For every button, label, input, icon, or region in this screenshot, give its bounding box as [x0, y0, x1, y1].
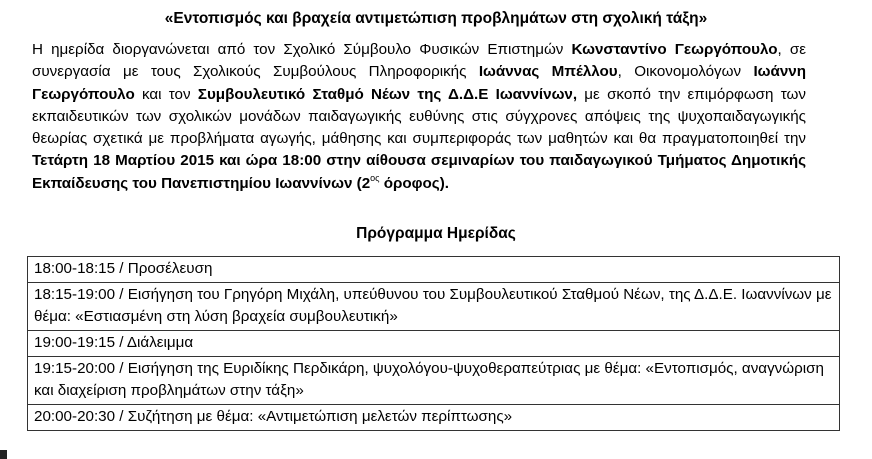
table-row	[28, 357, 840, 405]
intro-text: και τον	[134, 85, 198, 103]
table-row	[28, 283, 840, 331]
intro-bold-organization: Συμβουλευτικό Σταθμό Νέων της Δ.Δ.Ε Ιωαννίνων,	[197, 85, 578, 103]
schedule-item: 19:15-20:00 / Εισήγηση της Ευριδίκης Περδικάρη, ψυχολόγου-ψυχοθεραπεύτριας με θέμα: «Εντοπισμός, αναγνώριση και διαχείριση προβλημάτων στην τάξη»	[28, 357, 840, 405]
intro-text: με σκοπό την επιμόρφωση των εκπαιδευτικών των σχολικών μονάδων παιδαγωγικής ευθύνης στις σύγχρονες απόψεις της ψυχοπαιδαγωγικής θεωρίας σχετικά με προβλήματα αγωγής, μάθησης και συμπεριφοράς των μαθητών και θα πραγματοποιηθεί την	[32, 85, 806, 148]
table-row	[28, 405, 840, 431]
intro-text: Η ημερίδα διοργανώνεται από τον Σχολικό Σύμβουλο Φυσικών Επιστημών	[32, 41, 572, 58]
schedule-item: 18:00-18:15 / Προσέλευση	[28, 257, 840, 283]
program-title: Πρόγραμμα Ημερίδας	[356, 225, 516, 242]
intro-paragraph	[32, 39, 806, 195]
intro-text: , Οικονομολόγων	[617, 63, 754, 81]
table-row	[28, 257, 840, 283]
table-row	[28, 331, 840, 357]
schedule-table	[27, 256, 840, 431]
floor-superscript: ος	[370, 172, 380, 183]
schedule-item: 20:00-20:30 / Συζήτηση με θέμα: «Αντιμετώπιση μελετών περίπτωσης»	[28, 405, 840, 431]
intro-bold-floor: όροφος).	[379, 174, 449, 192]
corner-mark	[0, 450, 7, 459]
intro-bold-name: Ιωάννας Μπέλλου	[478, 63, 618, 81]
document-title: «Εντοπισμός και βραχεία αντιμετώπιση προβλημάτων στη σχολική τάξη»	[164, 10, 708, 27]
schedule-item: 18:15-19:00 / Εισήγηση του Γρηγόρη Μιχάλη, υπεύθυνου του Συμβουλευτικού Σταθμού Νέων, της Δ.Δ.Ε. Ιωαννίνων με θέμα: «Εστιασμένη στη λύση βραχεία συμβουλευτική»	[28, 283, 840, 331]
intro-bold-name: Κωνσταντίνο Γεωργόπουλο	[571, 41, 778, 58]
intro-text: , σε συνεργασία με τους Σχολικούς Συμβούλους Πληροφορικής	[32, 41, 806, 81]
intro-bold-name: Ιωάννη Γεωργόπουλο	[32, 63, 806, 103]
intro-bold-date-venue: Τετάρτη 18 Μαρτίου 2015 και ώρα 18:00 στην αίθουσα σεμιναρίων του παιδαγωγικού Τμήματος Δημοτικής Εκπαίδευσης του Πανεπιστημίου Ιωαννίνων (2	[32, 152, 806, 192]
schedule-item: 19:00-19:15 / Διάλειμμα	[28, 331, 840, 357]
